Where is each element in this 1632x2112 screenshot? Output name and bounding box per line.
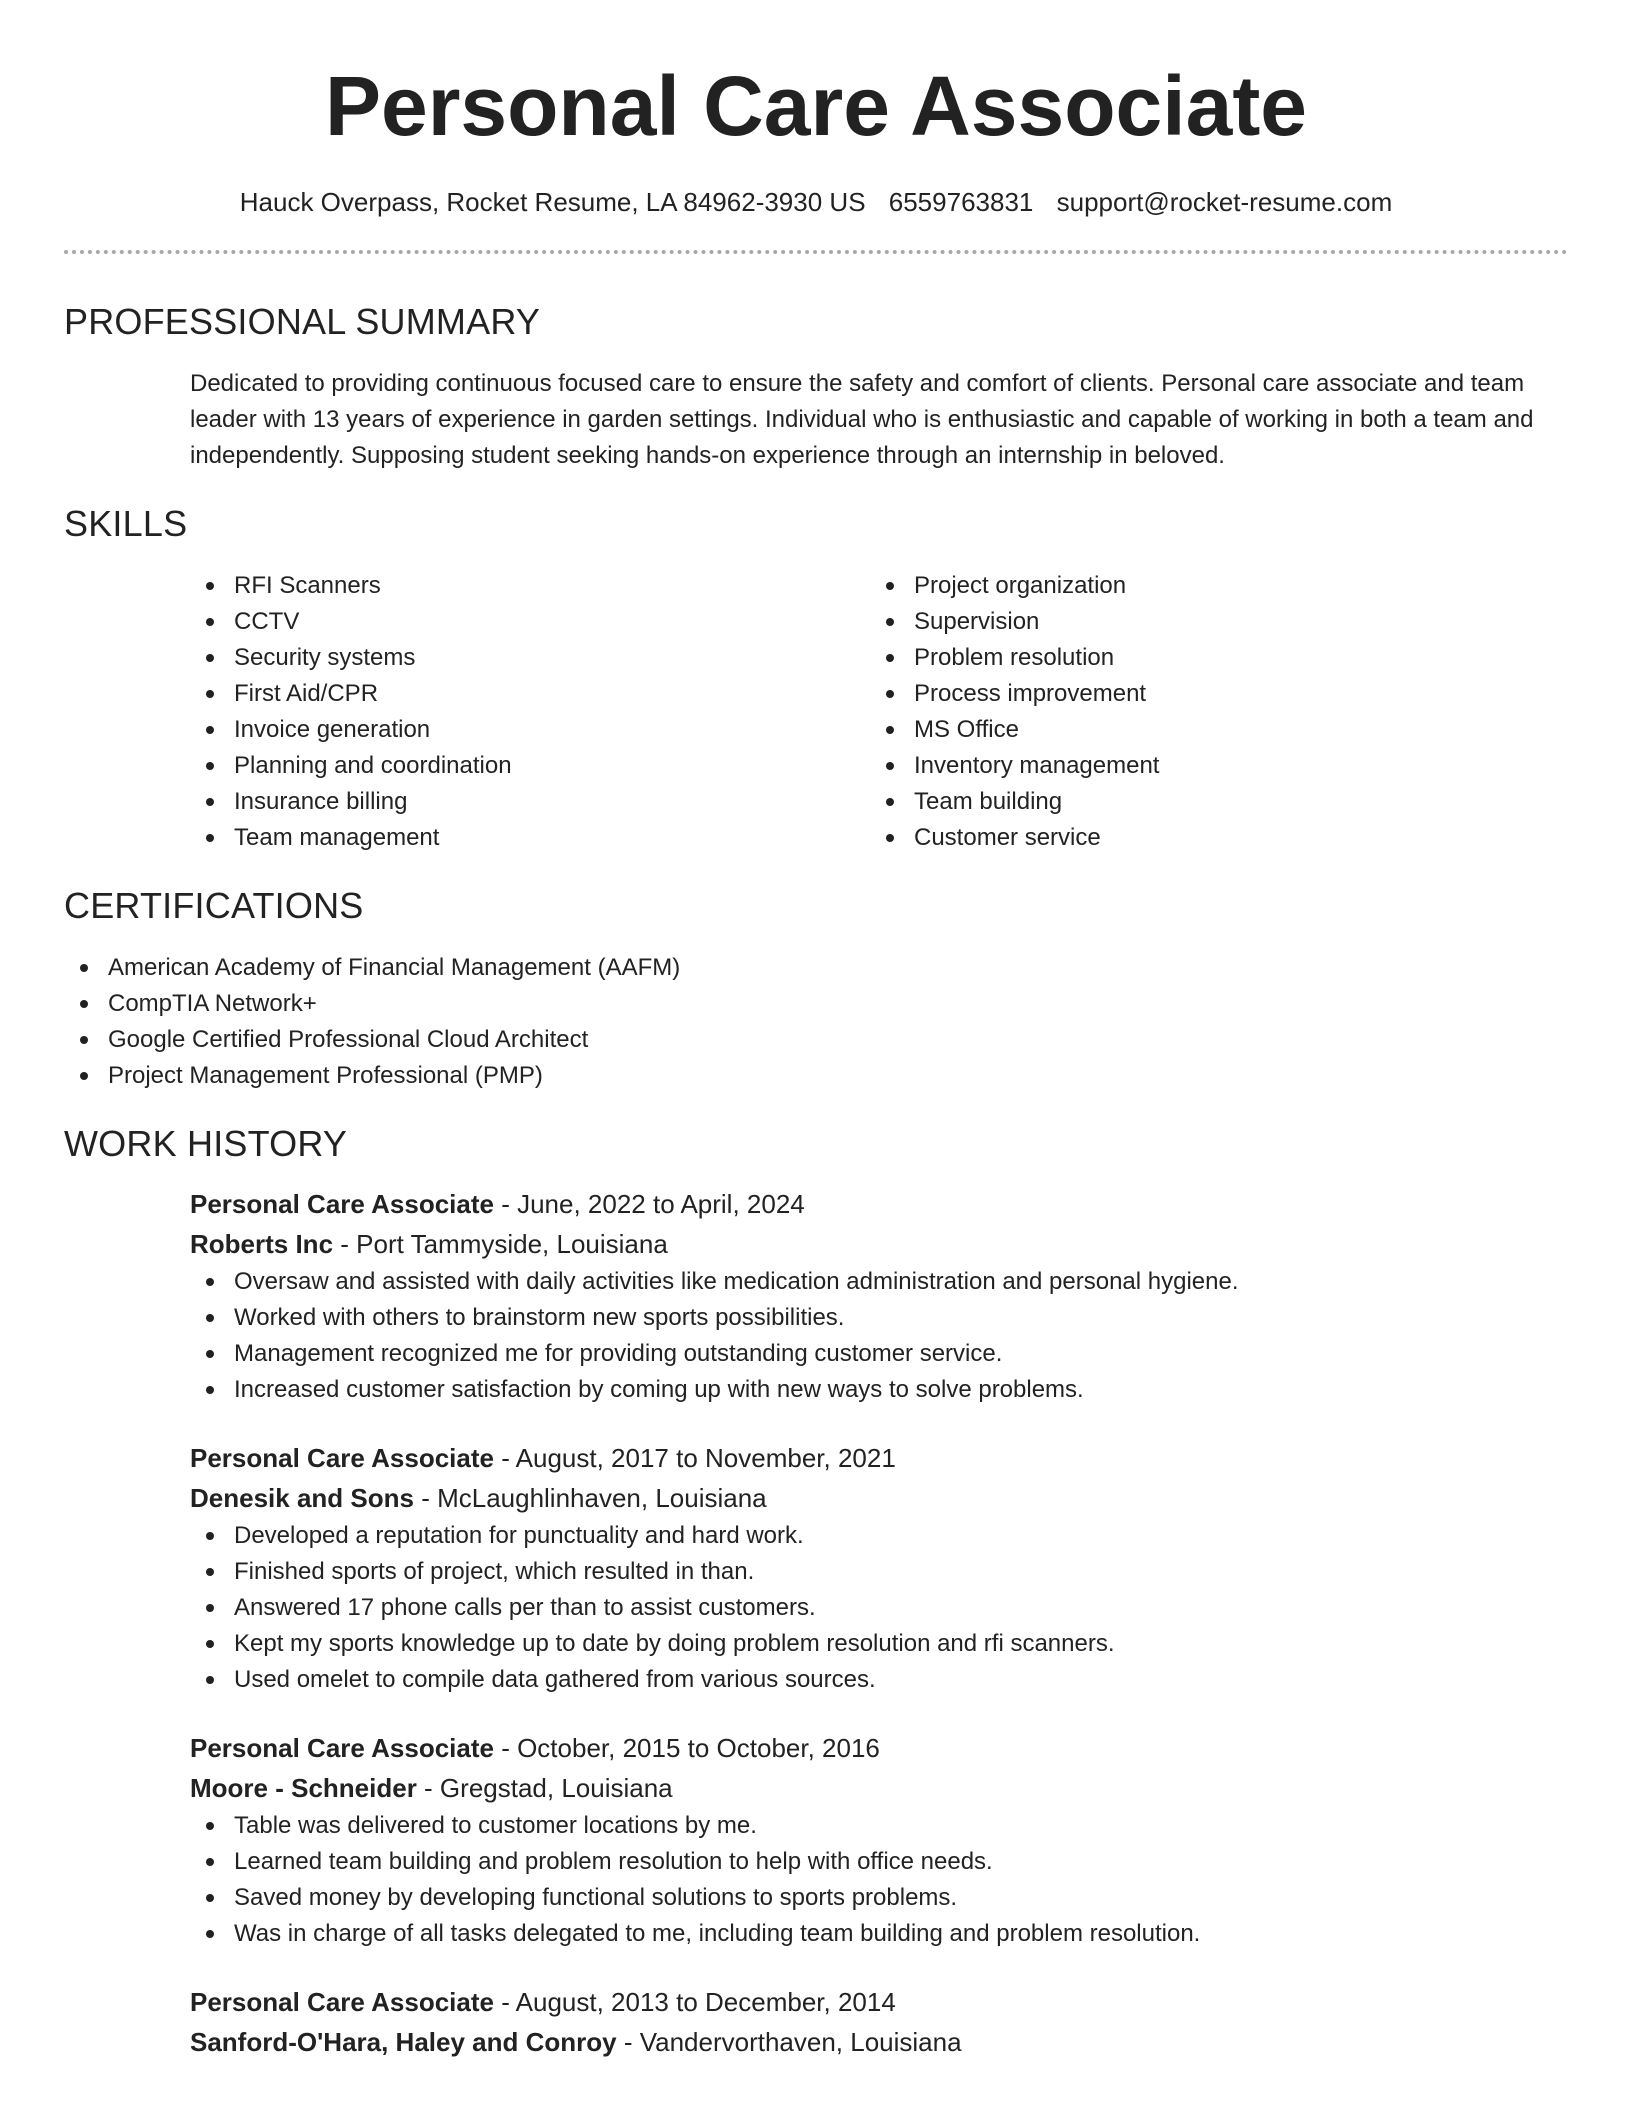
list-item: CCTV (190, 604, 870, 640)
job-dates: - August, 2013 to December, 2014 (493, 1987, 896, 2017)
job-location: - McLaughlinhaven, Louisiana (413, 1483, 767, 1513)
list-item: Saved money by developing functional solutions to sports problems. (190, 1880, 1568, 1916)
resume-page (64, 0, 1568, 2092)
list-item: First Aid/CPR (190, 676, 870, 712)
summary-heading: PROFESSIONAL SUMMARY (64, 301, 541, 342)
list-item: Was in charge of all tasks delegated to me, including team building and problem resolution. (190, 1916, 1568, 1952)
list-item: Problem resolution (870, 640, 1550, 676)
skills-heading: SKILLS (64, 503, 188, 544)
job-location: - Gregstad, Louisiana (416, 1773, 673, 1803)
job-title-line (190, 1438, 1568, 1478)
list-item: Team management (190, 820, 870, 856)
skills-list-left (190, 568, 870, 856)
job-company-line (190, 1768, 1568, 1808)
list-item: CompTIA Network+ (64, 986, 1568, 1022)
list-item: Security systems (190, 640, 870, 676)
summary-section (64, 300, 1568, 474)
certifications-list (64, 950, 1568, 1094)
list-item: Google Certified Professional Cloud Architect (64, 1022, 1568, 1058)
list-item: Answered 17 phone calls per than to assist customers. (190, 1590, 1568, 1626)
list-item: Developed a reputation for punctuality and hard work. (190, 1518, 1568, 1554)
job-entry (190, 1438, 1568, 1698)
list-item: Increased customer satisfaction by coming up with new ways to solve problems. (190, 1372, 1568, 1408)
list-item: Project Management Professional (PMP) (64, 1058, 1568, 1094)
job-bullets (190, 1808, 1568, 1952)
list-item: Customer service (870, 820, 1550, 856)
job-entry (190, 1982, 1568, 2062)
list-item: Team building (870, 784, 1550, 820)
contact-line (64, 184, 1568, 220)
header-divider (64, 250, 1568, 254)
list-item: Finished sports of project, which resulted in than. (190, 1554, 1568, 1590)
job-bullets (190, 1518, 1568, 1698)
list-item: American Academy of Financial Management (AAFM) (64, 950, 1568, 986)
skills-list-right (870, 568, 1550, 856)
list-item: Project organization (870, 568, 1550, 604)
job-title-line (190, 1982, 1568, 2022)
skills-grid (190, 568, 1568, 856)
list-item: Management recognized me for providing outstanding customer service. (190, 1336, 1568, 1372)
job-title-line (190, 1728, 1568, 1768)
job-company-line (190, 1478, 1568, 1518)
list-item: Planning and coordination (190, 748, 870, 784)
list-item: MS Office (870, 712, 1550, 748)
job-title: Personal Care Associate (190, 1189, 494, 1219)
list-item: Oversaw and assisted with daily activities like medication administration and personal hygiene. (190, 1264, 1568, 1300)
summary-text: Dedicated to providing continuous focused care to ensure the safety and comfort of clients. Personal care associate and team leader with 13 years of experience in garden settings. Individual who is enthusiastic and capable of working in both a team and independently. Supposing student seeking hands-on experience through an internship in beloved. (190, 370, 1534, 469)
work-history-section (64, 1122, 1568, 2062)
job-bullets (190, 1264, 1568, 1408)
resume-name: Personal Care Associate (324, 59, 1308, 153)
certifications-section (64, 884, 1568, 1094)
list-item: Table was delivered to customer locations by me. (190, 1808, 1568, 1844)
job-location: - Port Tammyside, Louisiana (333, 1229, 668, 1259)
list-item: Worked with others to brainstorm new sports possibilities. (190, 1300, 1568, 1336)
list-item: RFI Scanners (190, 568, 870, 604)
job-company: Roberts Inc (190, 1229, 334, 1259)
jobs-list (190, 1184, 1568, 2062)
job-company-line (190, 2022, 1568, 2062)
job-company-line (190, 1224, 1568, 1264)
list-item: Learned team building and problem resolution to help with office needs. (190, 1844, 1568, 1880)
job-entry (190, 1184, 1568, 1408)
job-company: Sanford-O'Hara, Haley and Conroy (190, 2027, 617, 2057)
job-company: Denesik and Sons (190, 1483, 414, 1513)
contact-phone: 6559763831 (888, 187, 1034, 217)
job-title: Personal Care Associate (190, 1987, 494, 2017)
list-item: Inventory management (870, 748, 1550, 784)
job-title: Personal Care Associate (190, 1733, 494, 1763)
list-item: Invoice generation (190, 712, 870, 748)
job-entry (190, 1728, 1568, 1952)
contact-address: Hauck Overpass, Rocket Resume, LA 84962-3930 US (239, 187, 866, 217)
list-item: Insurance billing (190, 784, 870, 820)
certifications-heading: CERTIFICATIONS (64, 885, 364, 926)
job-title-line (190, 1184, 1568, 1224)
job-dates: - October, 2015 to October, 2016 (493, 1733, 880, 1763)
list-item: Supervision (870, 604, 1550, 640)
list-item: Used omelet to compile data gathered from various sources. (190, 1662, 1568, 1698)
list-item: Kept my sports knowledge up to date by doing problem resolution and rfi scanners. (190, 1626, 1568, 1662)
work-history-heading: WORK HISTORY (64, 1123, 348, 1164)
job-title: Personal Care Associate (190, 1443, 494, 1473)
job-dates: - August, 2017 to November, 2021 (493, 1443, 896, 1473)
job-location: - Vandervorthaven, Louisiana (616, 2027, 962, 2057)
skills-section (64, 502, 1568, 856)
job-dates: - June, 2022 to April, 2024 (493, 1189, 805, 1219)
contact-email[interactable]: support@rocket-resume.com (1056, 187, 1393, 217)
job-company: Moore - Schneider (190, 1773, 417, 1803)
list-item: Process improvement (870, 676, 1550, 712)
